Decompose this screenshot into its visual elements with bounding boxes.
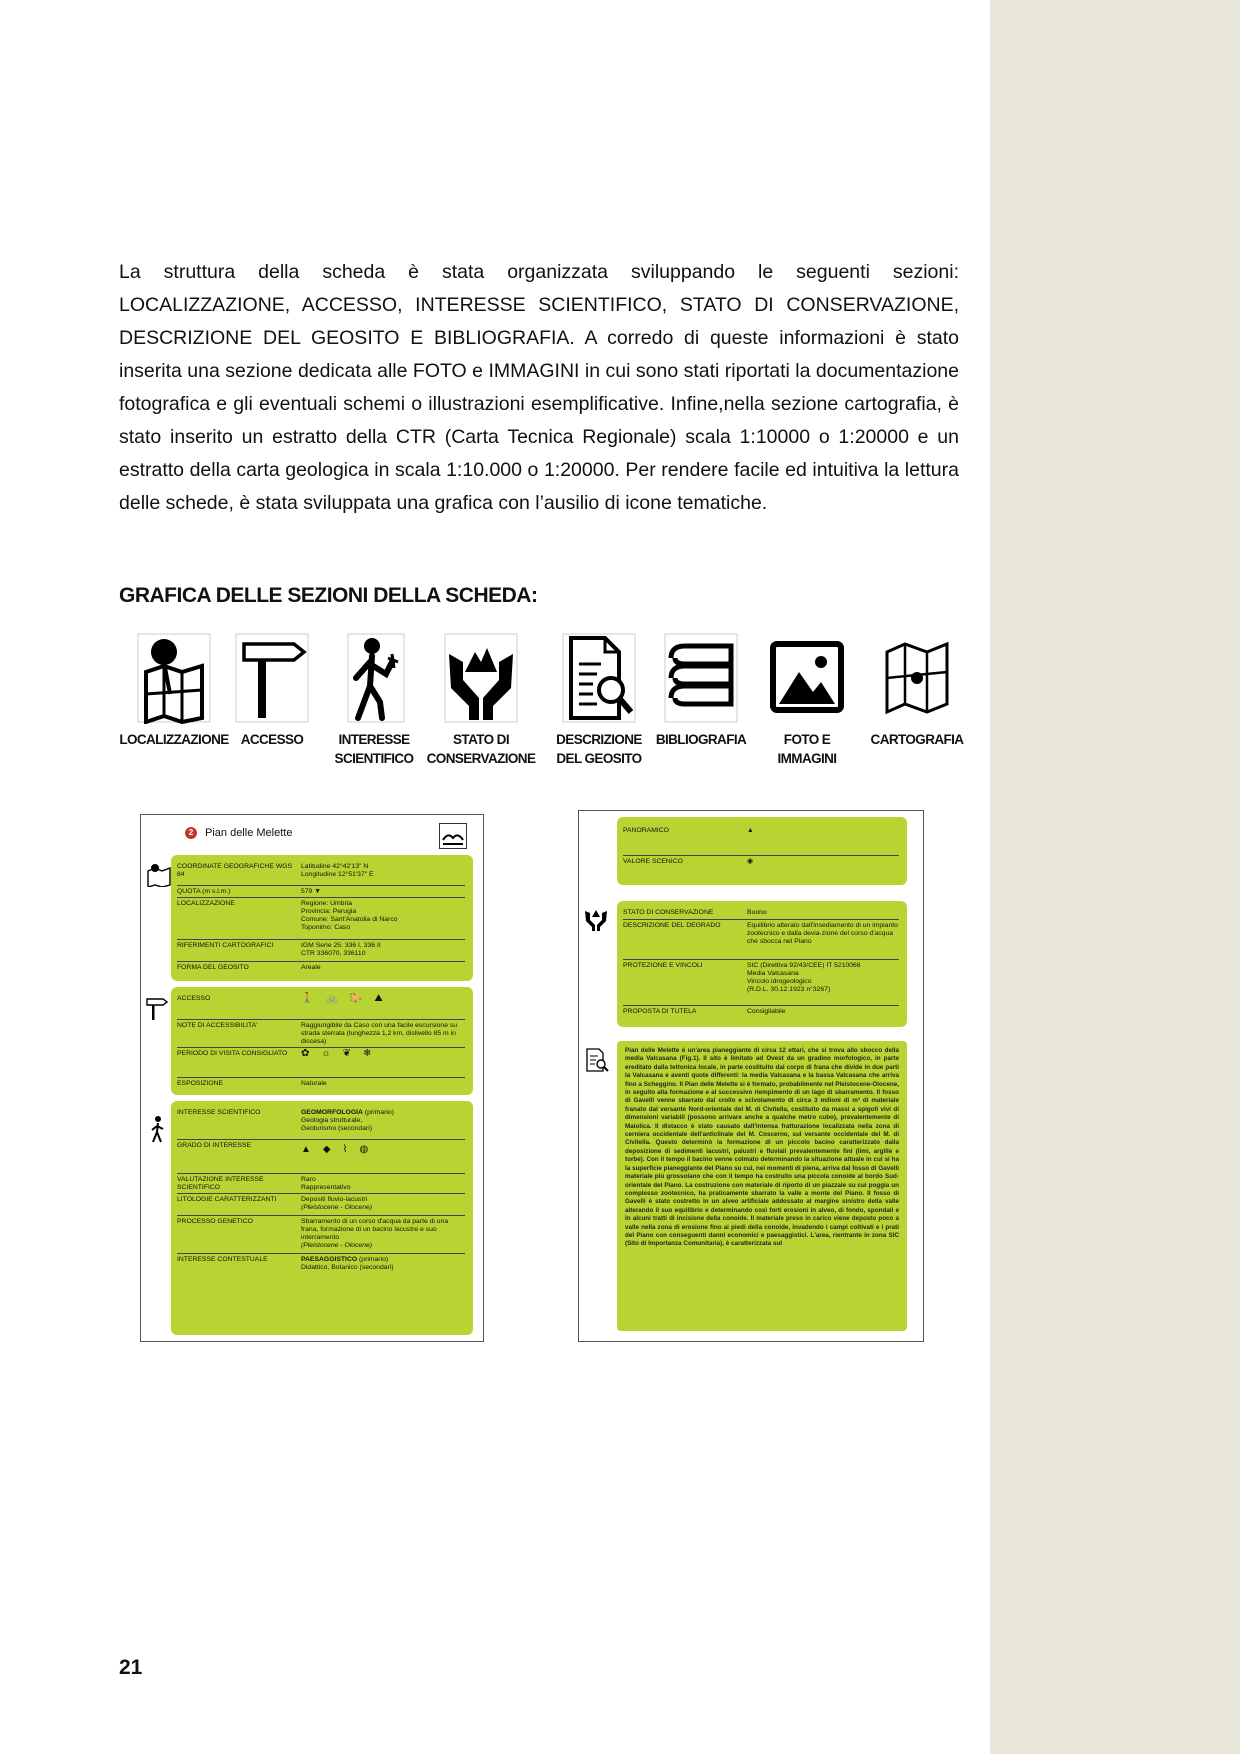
panel-interesse — [171, 1101, 473, 1335]
map-pin-icon — [136, 632, 212, 724]
icon-item-cartografia — [863, 632, 971, 749]
note-label: NOTE DI ACCESSIBILITA' — [177, 1022, 258, 1029]
tutela-value: Consigliabile — [747, 1008, 786, 1015]
accesso-label: ACCESSO — [177, 995, 211, 1002]
snowflake-icon: ❄ — [362, 1048, 372, 1059]
valore-label: VALORE SCENICO — [623, 858, 683, 865]
section-icons-row — [119, 632, 979, 772]
row-localizzazione — [177, 897, 465, 932]
panoramico-icon: ▲ — [747, 827, 754, 834]
document-search-icon — [585, 1047, 609, 1078]
row-forma — [177, 961, 465, 972]
forma-value: Areale — [301, 964, 321, 971]
row-accesso — [177, 993, 465, 1003]
signpost-icon — [145, 995, 169, 1026]
row-tutela — [623, 1005, 899, 1016]
panel-panoramico — [617, 817, 907, 885]
contestuale-rest: Didattico, Botanico (secondari) — [301, 1264, 394, 1271]
row-stato — [623, 907, 899, 917]
description-text: Pian delle Melette è un'area pianeggiante di circa 12 ettari, che si trova allo sbocco della media Valcasana (Fig.1). Il sito è limitato ad Ovest da un gradino morfologico, in parte ereditato dalla tettonica locale, in parte costituito dal corpo di frana che divide in due parti la Valcasana e aventi quote differenti: la media Valcasana e la bassa Valcasana che arriva fino a Scheggino. Il Pian delle Melette si è formato, probabilmente nel Pleistocene-Olocene, in seguito alla formazione e al successivo riempimento di un lago di sbarramento. Il fosso di Gavelli venne sbarrato dal crollo e scivolamento di circa 3 milioni di m³ di materiale franato dal versante Nord-orientale del M. di Civitella, costituito da massi a spigoli vivi di dimensioni variabili (possono arrivare anche a qualche metro cubo), prevalentemente di Maiolica. Il distacco è stato causato dall'intensa fratturazione localizzata nella zona di cerniera occidentale dell'anticlinale del M. Coscerno, sul versante occidentale del M. di Civitella. Questo determinò la formazione di un piccolo bacino caratterizzato dalla deposizione di sedimenti lacustri, palustri e fluviali prevalentemente fini (limi, argille e torbe). Con il tempo il bacino venne colmato determinando la situazione attuale in cui si ha la superficie pianeggiante del Piano su cui, nei momenti di piena, arriva dal fosso di Gavelli materiale più grossolano che con il tempo ha costruito una piccola conoide al bordo Sud-orientale del Piano. La costruzione con materiale di riporto di un piazzale su cui poggia un complesso zootecnico, ha praticamente sbarrato la valle a monte del Piano. Il fosso di Gavelli è stato costretto in un alveo artificiale addossato al margine sinistro della valle alterando il suo equilibrio e determinando così forti erosioni in alveo, di fondo, spondali e in alcuni tratti di incisione della conoide. Il materiale preso in carico viene deposto poco a valle nella zona di erosione fino ai piedi della conoide, invadendo i campi coltivati e i prati del Piano con conseguenti danni economici e paesaggistici. L'area, rientrante in zona SIC (Sito di Importanza Comunitaria), è caratterizzata sul — [617, 1041, 907, 1331]
section-heading: GRAFICA DELLE SEZIONI DELLA SCHEDA: — [119, 584, 538, 607]
hiker-icon — [336, 632, 412, 724]
panoramico-label: PANORAMICO — [623, 827, 669, 834]
litologie-label: LITOLOGIE CARATTERIZZANTI — [177, 1196, 277, 1203]
protezione-value: SIC (Direttiva 92/43/CEE) IT 5210066 Media Valcasana Vincolo idrogeologico (R.D.L. 30.12.1923 n°3267) — [747, 962, 861, 993]
degrado-label: DESCRIZIONE DEL DEGRADO — [623, 922, 721, 929]
row-protezione — [623, 959, 899, 994]
loc-label: LOCALIZZAZIONE — [177, 900, 235, 907]
icon-label-descrizione-geosito: DESCRIZIONE DEL GEOSITO — [556, 732, 642, 766]
row-contestuale — [177, 1253, 465, 1272]
row-degrado — [623, 919, 899, 946]
grado-icons — [301, 1140, 465, 1154]
intro-paragraph: La struttura della scheda è stata organizzata sviluppando le seguenti sezioni: LOCALIZZAZIONE, ACCESSO, INTERESSE SCIENTIFICO, STATO DI CONSERVAZIONE, DESCRIZIONE DEL GEOSITO E BIBLIOGRAFIA. A corredo di queste informazioni è stato inserita una sezione dedicata alle FOTO e IMMAGINI in cui sono stati riportati la documentazione fotografica e gli eventuali schemi o illustrazioni esemplificative. Infine,nella sezione cartografia, è stato inserito un estratto della CTR (Carta Tecnica Regionale) scala 1:10000 o 1:20000 e un estratto della carta geologica in scala 1:10.000 o 1:20000. Per rendere facile ed intuitiva la lettura delle schede, è stata sviluppata una grafica con l’ausilio di icone tematiche. — [119, 261, 959, 514]
walk-icon: 🚶 — [301, 993, 314, 1004]
season-icons — [301, 1048, 465, 1058]
page-number: 21 — [119, 1656, 143, 1679]
side-band — [990, 0, 1240, 1754]
icon-label-foto-immagini: FOTO E IMMAGINI — [777, 732, 837, 766]
stato-value: Buono — [747, 909, 767, 916]
books-icon — [663, 632, 739, 724]
map-pin-icon — [146, 863, 172, 892]
icon-label-accesso: ACCESSO — [240, 732, 304, 747]
icon-item-descrizione-geosito — [549, 632, 649, 768]
esposizione-value: Naturale — [301, 1080, 327, 1087]
site-header — [185, 827, 292, 839]
quota-value: 579 ▼ — [301, 888, 321, 895]
sun-icon: ☼ — [321, 1048, 331, 1059]
interesse-main-note: (primario) — [362, 1109, 394, 1116]
row-processo — [177, 1215, 465, 1250]
rif-label: RIFERIMENTI CARTOGRAFICI — [177, 942, 274, 949]
landscape-badge-icon — [439, 823, 467, 849]
protezione-label: PROTEZIONE E VINCOLI — [623, 962, 703, 969]
row-valore-scenico — [623, 855, 899, 866]
row-valutazione — [177, 1173, 465, 1192]
quota-label: QUOTA (m s.l.m.) — [177, 888, 231, 895]
coord-label: COORDINATE GEOGRAFICHE WGS 84 — [177, 863, 293, 878]
sample-card-right — [578, 810, 924, 1342]
note-value: Raggiungibile da Caso con una facile escursione su strada sterrata (lunghezza 1,2 km, dislivello 85 m in discesa) — [301, 1022, 458, 1045]
italy-icon: ⌇ — [342, 1144, 348, 1155]
interesse-value — [301, 1107, 465, 1133]
hands-mountain-icon — [583, 907, 609, 936]
loc-value: Regione: Umbria Provincia: Perugia Comune: Sant'Anatolia di Narco Toponimo: Caso — [301, 900, 398, 931]
site-number: 2 — [185, 827, 197, 839]
icon-label-stato-conservazione: STATO DI CONSERVAZIONE — [426, 732, 536, 766]
icon-item-stato-conservazione — [423, 632, 539, 768]
region-icon: ◆ — [322, 1144, 331, 1155]
row-interesse — [177, 1107, 465, 1133]
rif-value: IGM Serie 25: 336 I, 336 II CTR 336070, 336110 — [301, 942, 381, 957]
panel-stato-conservazione — [617, 901, 907, 1027]
panel-localizzazione — [171, 855, 473, 981]
row-grado — [177, 1139, 465, 1154]
icon-label-localizzazione: LOCALIZZAZIONE — [119, 732, 229, 747]
interesse-rest: Geologia strutturale, Geoturismo (secondari) — [301, 1117, 373, 1132]
interesse-label: INTERESSE SCIENTIFICO — [177, 1109, 261, 1116]
hiker-icon — [149, 1115, 169, 1148]
contestuale-main: PAESAGGISTICO — [301, 1256, 358, 1263]
row-coordinate — [177, 861, 465, 879]
sample-card-left — [140, 814, 484, 1342]
row-quota — [177, 885, 465, 896]
document-search-icon — [561, 632, 637, 724]
row-periodo — [177, 1047, 465, 1058]
icon-label-bibliografia: BIBLIOGRAFIA — [655, 732, 747, 747]
flower-icon: ✿ — [301, 1048, 310, 1059]
grado-label: GRADO DI INTERESSE — [177, 1142, 252, 1149]
icon-label-interesse-scientifico: INTERESSE SCIENTIFICO — [334, 732, 414, 766]
row-panoramico — [623, 825, 899, 835]
bike-icon: 🚲 — [325, 993, 338, 1004]
processo-value — [301, 1216, 465, 1250]
icon-item-bibliografia — [653, 632, 749, 749]
eye-icon: ◉ — [747, 858, 753, 865]
litologie-main: Depositi fluvio-lacustri — [301, 1196, 368, 1203]
litologie-note: (Pleistocene - Olocene) — [301, 1204, 373, 1211]
esposizione-label: ESPOSIZIONE — [177, 1080, 224, 1087]
icon-item-interesse-scientifico — [329, 632, 419, 768]
row-esposizione — [177, 1077, 465, 1088]
row-note-accessibilita — [177, 1019, 465, 1046]
contestuale-value — [301, 1254, 465, 1272]
leaf-icon: ❦ — [342, 1048, 351, 1059]
climb-icon: ⛰ — [374, 993, 383, 1004]
interesse-main: GEOMORFOLOGIA — [301, 1109, 363, 1116]
valutazione-label: VALUTAZIONE INTERESSE SCIENTIFICO — [177, 1176, 264, 1191]
education-icon: ▲ — [301, 1144, 311, 1155]
processo-main: Sbarramento di un corso d'acqua da parte di una frana, formazione di un bacino lacustre e suo interramento — [301, 1218, 449, 1241]
signpost-icon — [234, 632, 310, 724]
hands-mountain-icon — [441, 632, 521, 724]
icon-label-cartografia: CARTOGRAFIA — [870, 732, 964, 747]
degrado-value: Equilibrio alterato dall'insediamento di un impianto zootecnico e dalla devia-zione del corso d'acqua che sbocca nel Piano — [747, 922, 898, 945]
stato-label: STATO DI CONSERVAZIONE — [623, 909, 714, 916]
row-litologie — [177, 1193, 465, 1212]
contestuale-label: INTERESSE CONTESTUALE — [177, 1256, 268, 1263]
periodo-label: PERIODO DI VISITA CONSIGLIATO — [177, 1050, 288, 1057]
map-icon — [879, 632, 955, 724]
litologie-value — [301, 1194, 465, 1212]
photo-icon — [769, 632, 845, 724]
valutazione-value: Raro Rappresentativo — [301, 1176, 351, 1191]
forma-label: FORMA DEL GEOSITO — [177, 964, 249, 971]
world-icon: ◍ — [359, 1144, 369, 1155]
accesso-mode-icons — [301, 993, 465, 1003]
icon-item-foto-immagini — [759, 632, 855, 768]
icon-item-accesso — [229, 632, 315, 749]
tutela-label: PROPOSTA DI TUTELA — [623, 1008, 697, 1015]
processo-label: PROCESSO GENETICO — [177, 1218, 253, 1225]
icon-item-localizzazione — [119, 632, 229, 749]
processo-note: (Pleistocene - Olocene) — [301, 1242, 373, 1249]
site-title: Pian delle Melette — [205, 827, 293, 839]
contestuale-main-note: (primario) — [357, 1256, 389, 1263]
horse-icon: 🐎 — [349, 993, 363, 1004]
row-riferimenti — [177, 939, 465, 958]
coord-value: Latitudine 42°42'13" N Longitudine 12°51'37" E — [301, 863, 374, 878]
panel-accesso — [171, 987, 473, 1095]
